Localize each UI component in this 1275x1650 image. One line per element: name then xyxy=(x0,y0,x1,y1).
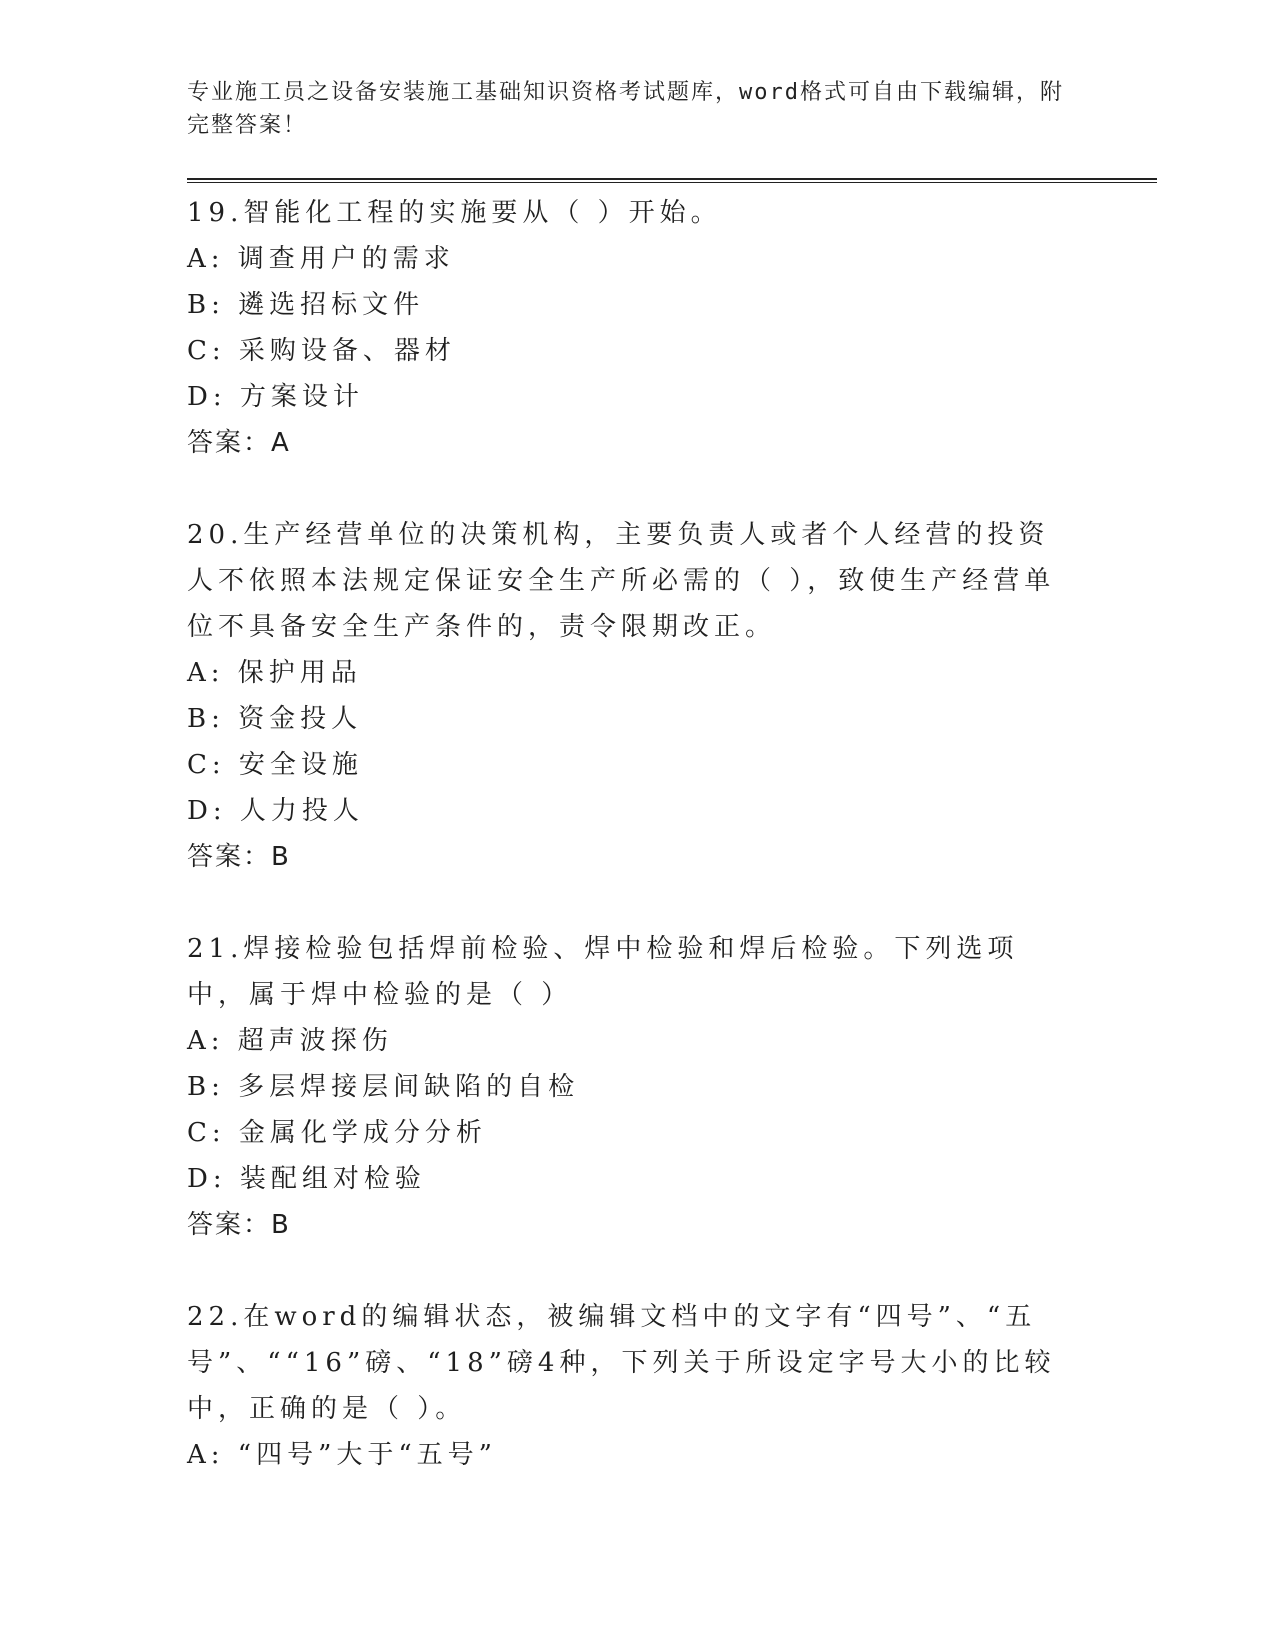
question-stem: 22.在word的编辑状态，被编辑文档中的文字有“四号”、“五号”、““16”磅、“18”磅4种，下列关于所设定字号大小的比较中，正确的是（ ）。 xyxy=(187,1302,1056,1424)
document-header: 专业施工员之设备安装施工基础知识资格考试题库，word格式可自由下载编辑，附完整答案！ xyxy=(187,80,1064,138)
option-c: C: 采购设备、器材 xyxy=(187,336,456,366)
header-divider xyxy=(187,178,1157,183)
option-c: C: 安全设施 xyxy=(187,750,363,780)
option-b: B: 遴选招标文件 xyxy=(187,290,425,320)
option-b: B: 多层焊接层间缺陷的自检 xyxy=(187,1072,580,1102)
question-19 xyxy=(187,190,1087,466)
option-a: A: “四号”大于“五号” xyxy=(187,1440,497,1470)
option-a: A: 调查用户的需求 xyxy=(187,244,455,274)
option-b: B: 资金投人 xyxy=(187,704,363,734)
question-list xyxy=(187,190,1087,1524)
answer-line: 答案：B xyxy=(187,842,291,872)
option-d: D: 装配组对检验 xyxy=(187,1164,426,1194)
question-21 xyxy=(187,926,1087,1248)
answer-line: 答案：B xyxy=(187,1210,291,1240)
question-20 xyxy=(187,512,1087,880)
option-d: D: 人力投人 xyxy=(187,796,364,826)
option-d: D: 方案设计 xyxy=(187,382,364,412)
question-stem: 20.生产经营单位的决策机构，主要负责人或者个人经营的投资人不依照本法规定保证安全生产所必需的（ ），致使生产经营单位不具备安全生产条件的，责令限期改正。 xyxy=(187,520,1056,642)
option-c: C: 金属化学成分分析 xyxy=(187,1118,487,1148)
option-a: A: 保护用品 xyxy=(187,658,362,688)
answer-line: 答案：A xyxy=(187,428,291,458)
question-stem: 19.智能化工程的实施要从（ ）开始。 xyxy=(187,198,722,228)
question-stem: 21.焊接检验包括焊前检验、焊中检验和焊后检验。下列选项中，属于焊中检验的是（ ） xyxy=(187,934,1019,1010)
question-22 xyxy=(187,1294,1087,1478)
option-a: A: 超声波探伤 xyxy=(187,1026,393,1056)
